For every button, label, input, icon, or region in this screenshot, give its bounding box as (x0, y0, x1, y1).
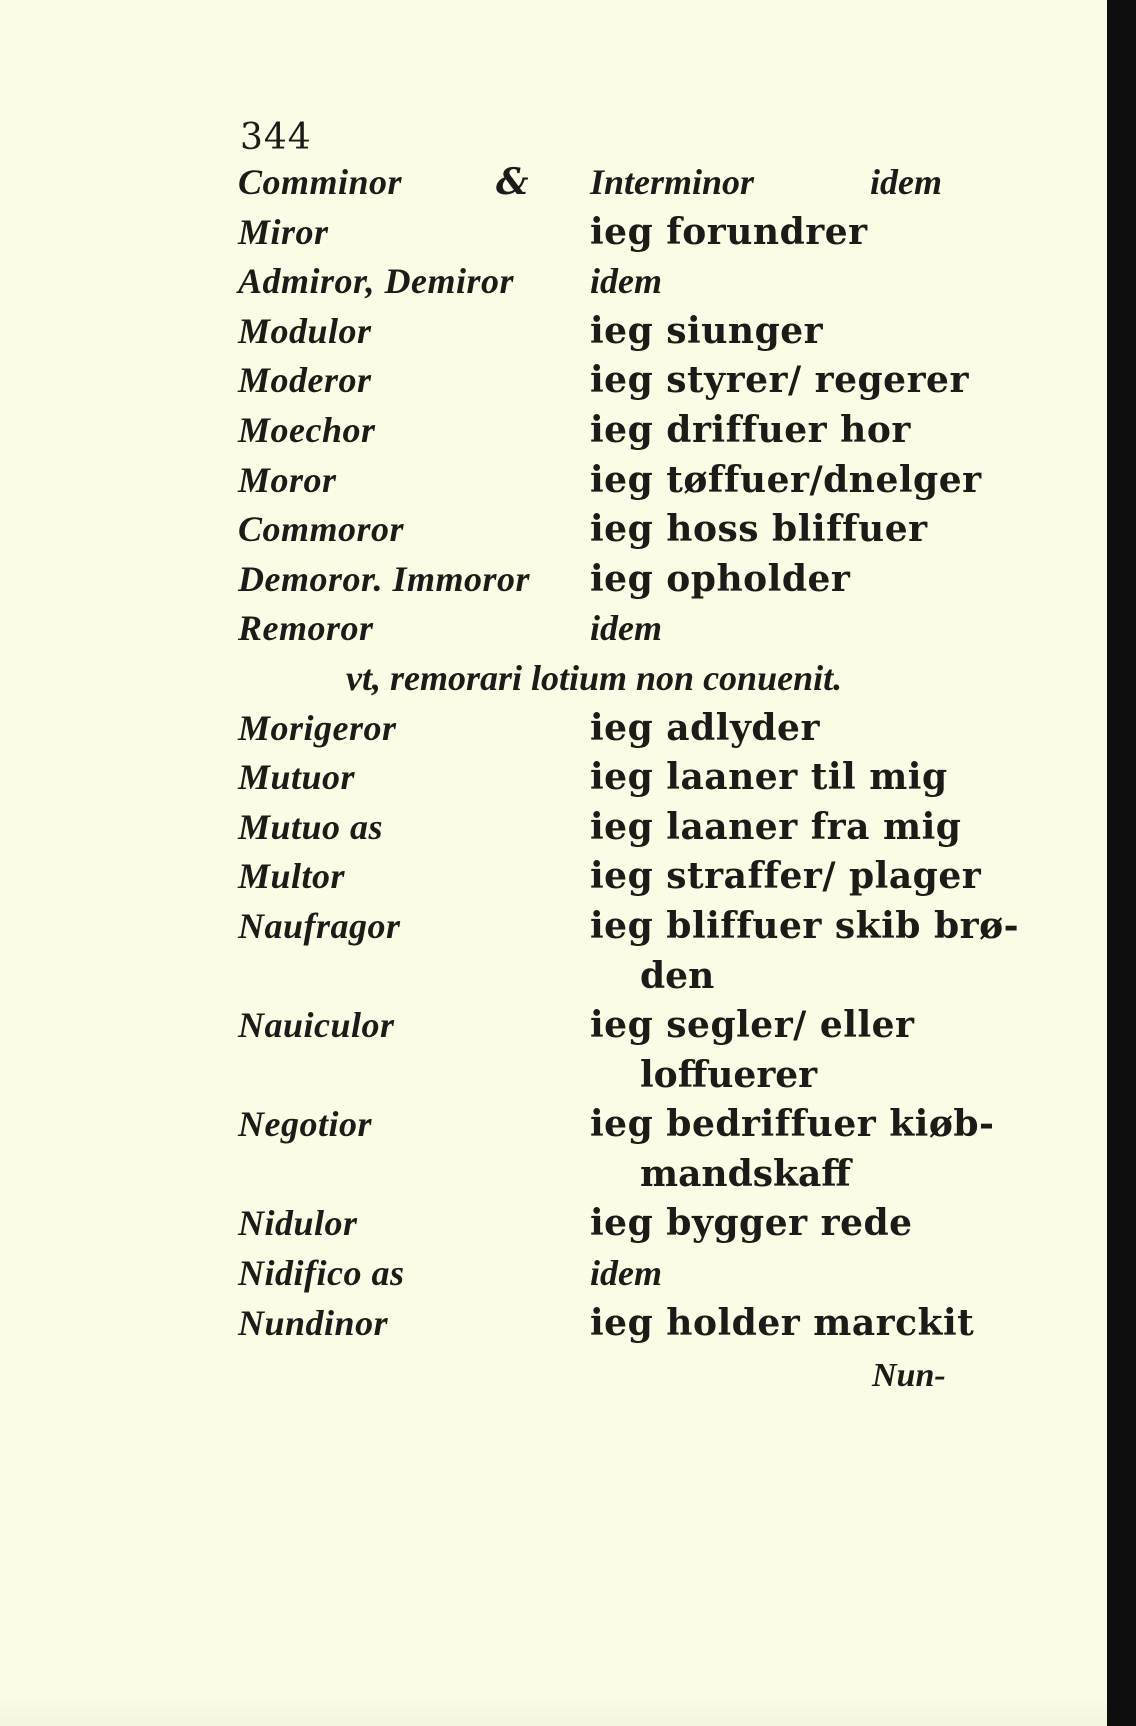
dictionary-row (238, 1199, 958, 1249)
latin-headword: Miror (238, 211, 329, 252)
latin-headword: Mutuo as (238, 806, 384, 847)
example-phrase: vt, remorari lotium non conuenit. (346, 657, 843, 698)
conjunction-mark: & (496, 161, 529, 203)
dictionary-row (238, 654, 958, 704)
dictionary-row (238, 208, 958, 258)
gloss-continuation: mandskaff (640, 1152, 851, 1195)
dictionary-entries (238, 158, 1020, 1348)
idem-marker: idem (870, 162, 942, 202)
dictionary-row (238, 604, 958, 654)
danish-gloss: ieg forundrer (590, 210, 868, 253)
danish-gloss: ieg opholder (590, 557, 851, 600)
danish-gloss: ieg bygger rede (590, 1202, 913, 1245)
scan-edge (1107, 0, 1136, 1726)
latin-headword: Mutuor (238, 757, 356, 798)
catchword: Nun- (872, 1357, 946, 1394)
dictionary-row (238, 456, 982, 506)
latin-headword: Modulor (238, 310, 372, 351)
danish-gloss: ieg segler/ eller (590, 1004, 915, 1047)
latin-headword: Nidifico as (238, 1253, 405, 1294)
dictionary-row (238, 1249, 958, 1299)
latin-headword: Moechor (238, 409, 376, 450)
latin-headword: Nundinor (238, 1302, 389, 1343)
dictionary-row (238, 505, 958, 555)
gloss-continuation: loffuerer (640, 1053, 818, 1096)
latin-headword: Remoror (238, 608, 374, 649)
latin-headword: Admiror, Demiror (238, 261, 515, 302)
danish-gloss: ieg bedriffuer kiøb- (590, 1103, 995, 1146)
idem-gloss: idem (590, 608, 662, 649)
dictionary-row (238, 1051, 958, 1101)
dictionary-row (238, 406, 958, 456)
idem-gloss: idem (590, 1253, 662, 1294)
latin-headword: Nauiculor (238, 1005, 395, 1046)
latin-headword: Demoror. Immoror (238, 558, 531, 599)
page-bottom-shade (0, 1696, 1107, 1726)
dictionary-row (238, 952, 958, 1002)
dictionary-row (238, 257, 958, 307)
latin-headword: Moderor (238, 360, 372, 401)
dictionary-row (238, 158, 958, 208)
dictionary-row (238, 753, 958, 803)
latin-headword: Naufragor (238, 905, 401, 946)
danish-gloss: ieg driffuer hor (590, 408, 911, 451)
dictionary-row (238, 852, 982, 902)
danish-gloss: ieg straffer/ plager (590, 855, 982, 898)
dictionary-row (238, 1299, 975, 1349)
danish-gloss: ieg laaner til mig (590, 756, 948, 799)
danish-gloss: ieg bliffuer skib brø- (590, 904, 1020, 947)
danish-gloss: ieg holder marckit (590, 1301, 975, 1344)
page-number: 344 (240, 117, 312, 158)
idem-gloss: idem (590, 261, 662, 302)
dictionary-row (238, 356, 969, 406)
danish-gloss: ieg hoss bliffuer (590, 508, 928, 551)
dictionary-row (238, 1100, 995, 1150)
latin-headword: Negotior (238, 1104, 372, 1145)
danish-gloss: ieg styrer/ regerer (590, 359, 969, 402)
latin-headword: Morigeror (238, 707, 397, 748)
dictionary-row (238, 307, 958, 357)
latin-headword: Multor (238, 856, 346, 897)
danish-gloss: ieg tøffuer/dnelger (590, 458, 982, 501)
dictionary-row (238, 902, 1020, 952)
dictionary-row (238, 555, 958, 605)
latin-headword: Moror (238, 459, 337, 500)
dictionary-row (238, 704, 958, 754)
latin-headword: Commoror (238, 509, 405, 550)
gloss-continuation: den (640, 954, 715, 997)
danish-gloss: ieg adlyder (590, 706, 820, 749)
dictionary-row (238, 1150, 958, 1200)
danish-gloss: ieg laaner fra mig (590, 805, 962, 848)
dictionary-row (238, 803, 962, 853)
latin-headword-secondary: Interminor (590, 162, 755, 202)
latin-headword: Nidulor (238, 1203, 358, 1244)
danish-gloss: ieg siunger (590, 309, 824, 352)
latin-headword: Comminor (238, 162, 403, 202)
dictionary-row (238, 1001, 958, 1051)
